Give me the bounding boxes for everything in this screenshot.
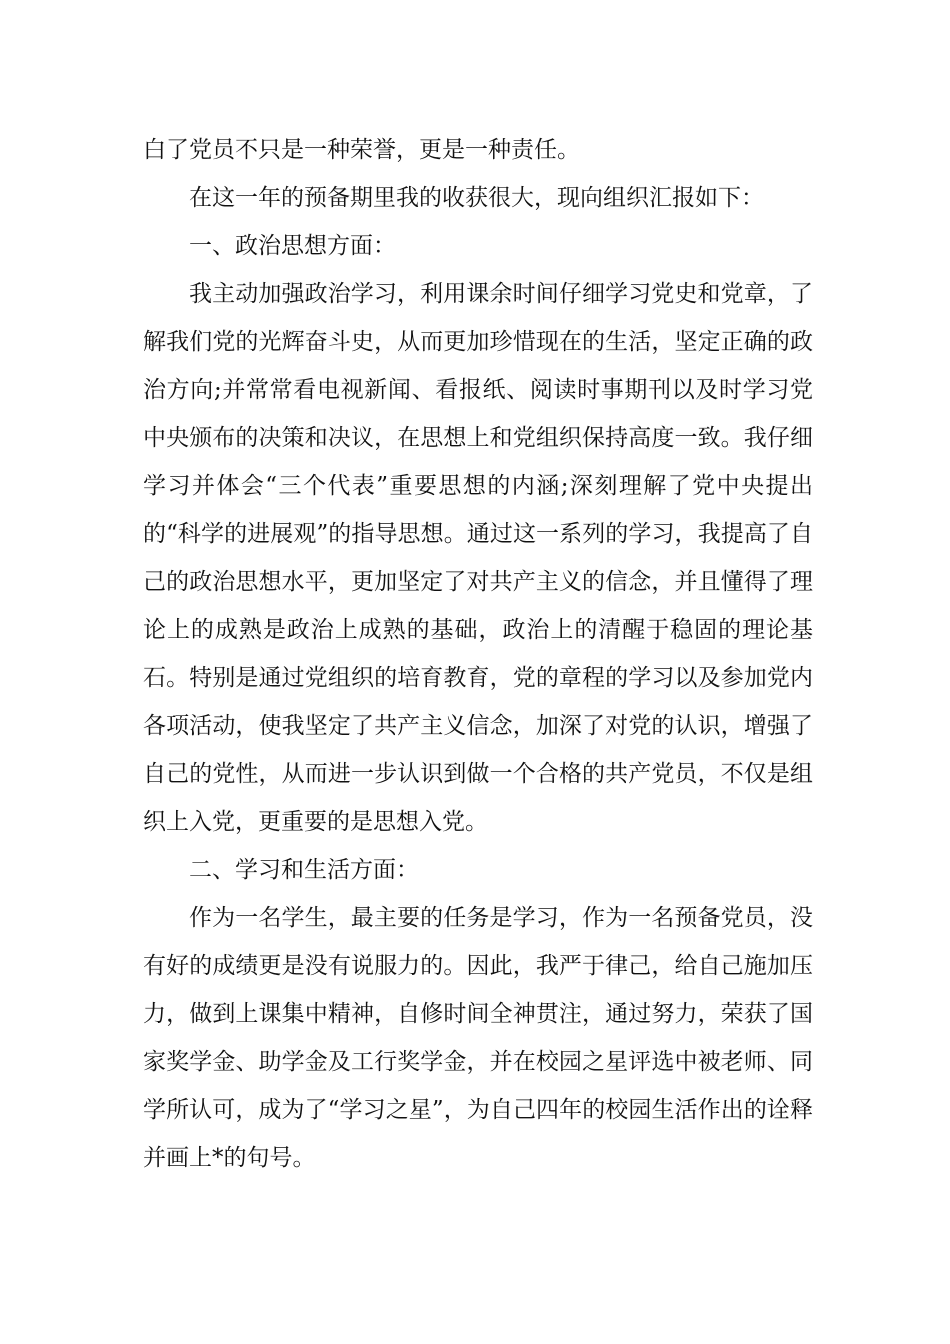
paragraph-intro: 在这一年的预备期里我的收获很大，现向组织汇报如下： <box>189 185 764 211</box>
paragraph-political-thought: 我主动加强政治学习，利用课余时间仔细学习党史和党章，了解我们党的光辉奋斗史，从而更加珍惜现在的生活，坚定正确的政治方向;并常常看电视新闻、看报纸、阅读时事期刊以及时学习党中央颁布的决策和决议，在思想上和党组织保持高度一致。我仔细学习并体会“三个代表”重要思想的内涵;深刻理解了党中央提出的“科学的进展观”的指导思想。通过这一系列的学习，我提高了自己的政治思想水平，更加坚定了对共产主义的信念，并且懂得了理论上的成熟是政治上成熟的基础，政治上的清醒于稳固的理论基石。特别是通过党组织的培育教育，党的章程的学习以及参加党内各项活动，使我坚定了共产主义信念，加深了对党的认识，增强了自己的党性，从而进一步认识到做一个合格的共产党员，不仅是组织上入党，更重要的是思想入党。 <box>143 281 813 835</box>
paragraph-study-life: 作为一名学生，最主要的任务是学习，作为一名预备党员，没有好的成绩更是没有说服力的。因此，我严于律己，给自己施加压力，做到上课集中精神，自修时间全神贯注，通过努力，荣获了国家奖学金、助学金及工行奖学金，并在校园之星评选中被老师、同学所认可，成为了“学习之星”，为自己四年的校园生活作出的诠释并画上*的句号。 <box>143 905 813 1171</box>
section-heading-study-life: 二、学习和生活方面： <box>189 857 419 883</box>
paragraph-continuation: 白了党员不只是一种荣誉，更是一种责任。 <box>143 137 580 163</box>
document-body <box>143 126 813 1182</box>
section-heading-political: 一、政治思想方面： <box>189 233 396 259</box>
